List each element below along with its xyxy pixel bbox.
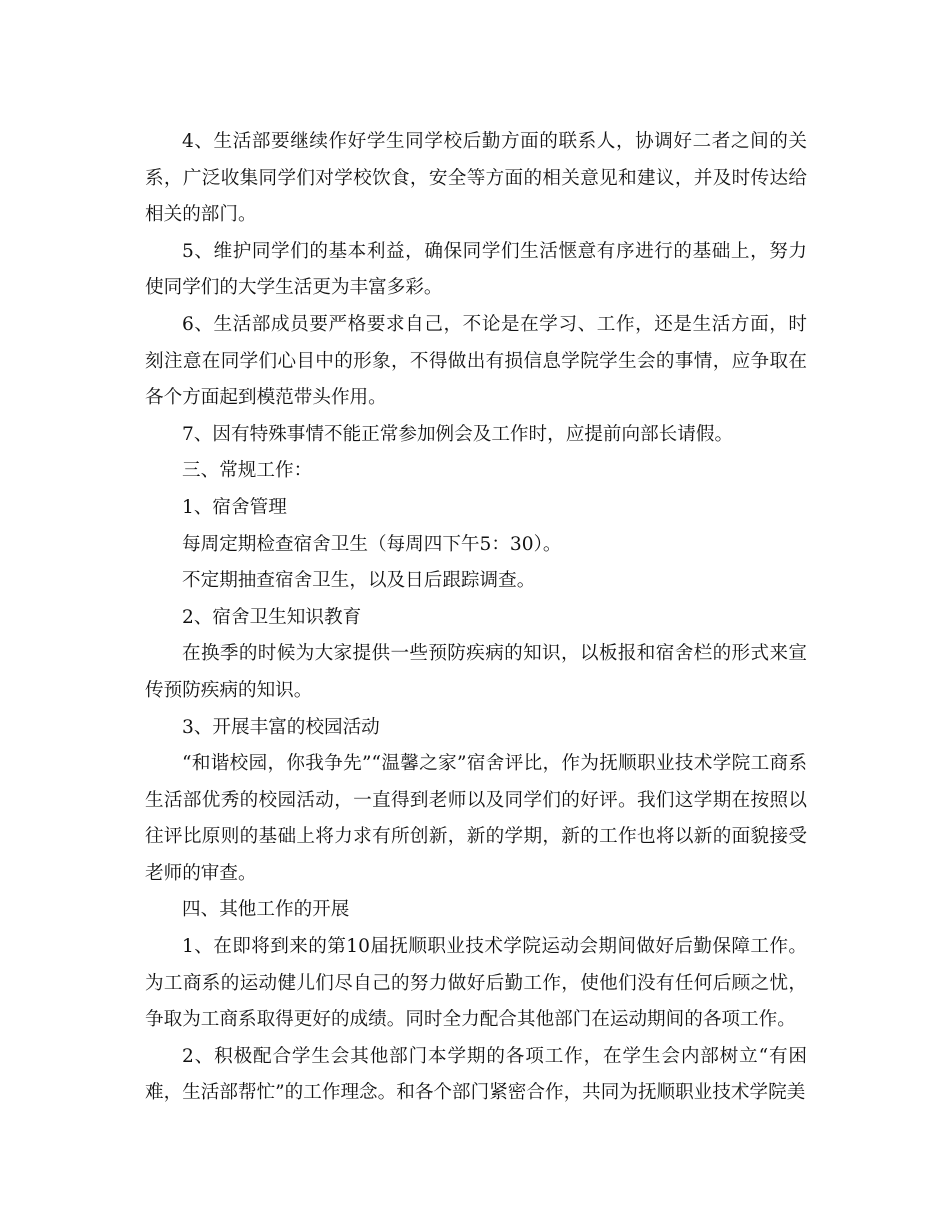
subheading-campus-activities: 3、开展丰富的校园活动 — [182, 716, 380, 738]
paragraph-dorm-contest: “和谐校园，你我争先”“温馨之家”宿舍评比，作为抚顺职业技术学院工商系生活部优秀的校园活动，一直得到老师以及同学们的好评。我们这学期在按照以往评比原则的基础上将力求有所创新，新的学期，新的工作也将以新的面貌接受老师的审查。 — [145, 753, 807, 884]
paragraph-item-6: 6、生活部成员要严格要求自己，不论是在学习、工作，还是生活方面，时刻注意在同学们心目中的形象，不得做出有损信息学院学生会的事情，应争取在各个方面起到模范带头作用。 — [145, 313, 807, 409]
paragraph-item-7: 7、因有特殊事情不能正常参加例会及工作时，应提前向部长请假。 — [182, 423, 734, 445]
paragraph-random-inspection: 不定期抽查宿舍卫生，以及日后跟踪调查。 — [182, 570, 536, 592]
subheading-dorm-management: 1、宿舍管理 — [182, 496, 287, 518]
paragraph-disease-prevention: 在换季的时候为大家提供一些预防疾病的知识，以板报和宿舍栏的形式来宣传预防疾病的知识。 — [145, 643, 807, 701]
section-heading-other-work: 四、其他工作的开展 — [182, 899, 350, 921]
document-body — [145, 124, 807, 1112]
paragraph-cooperation: 2、积极配合学生会其他部门本学期的各项工作，在学生会内部树立“有困难，生活部帮忙”的工作理念。和各个部门紧密合作，共同为抚顺职业技术学院美 — [145, 1045, 807, 1104]
subheading-hygiene-education: 2、宿舍卫生知识教育 — [182, 606, 362, 628]
paragraph-item-4: 4、生活部要继续作好学生同学校后勤方面的联系人，协调好二者之间的关系，广泛收集同学们对学校饮食，安全等方面的相关意见和建议，并及时传达给相关的部门。 — [145, 131, 807, 226]
paragraph-weekly-inspection: 每周定期检查宿舍卫生（每周四下午5：30）。 — [182, 533, 562, 555]
paragraph-sports-meeting: 1、在即将到来的第10届抚顺职业技术学院运动会期间做好后勤保障工作。为工商系的运动健儿们尽自己的努力做好后勤工作，使他们没有任何后顾之忧，争取为工商系取得更好的成绩。同时全力配合其他部门在运动期间的各项工作。 — [145, 936, 807, 1031]
paragraph-item-5: 5、维护同学们的基本利益，确保同学们生活惬意有序进行的基础上，努力使同学们的大学生活更为丰富多彩。 — [145, 240, 807, 299]
section-heading-routine-work: 三、常规工作： — [182, 460, 313, 482]
